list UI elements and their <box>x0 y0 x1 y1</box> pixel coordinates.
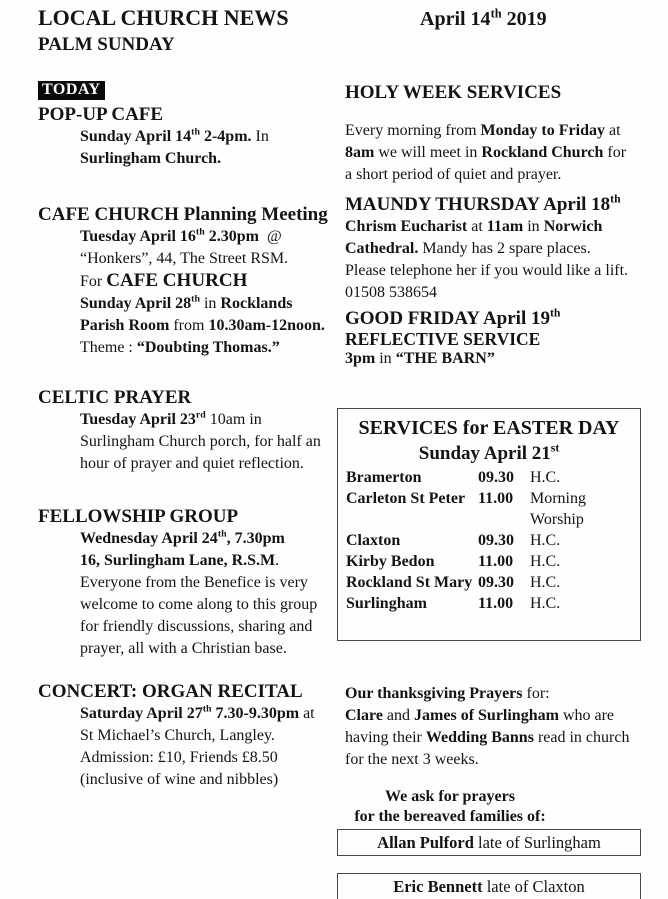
holy-week-heading: HOLY WEEK SERVICES <box>345 82 562 103</box>
section-fellowship-group <box>38 505 340 660</box>
section-maundy-thursday <box>345 193 663 304</box>
church-name: Claxton <box>346 532 401 549</box>
service-time: 11.00 <box>478 490 514 507</box>
bereaved-box-1: Allan Pulford late of Surlingham <box>337 829 641 856</box>
celtic-prayer-heading: CELTIC PRAYER <box>38 387 192 408</box>
right-column <box>345 81 663 899</box>
service-type: H.C. <box>530 469 561 486</box>
easter-box-title: SERVICES for EASTER DAY <box>358 417 620 439</box>
church-name: Bramerton <box>346 469 422 486</box>
section-good-friday <box>345 307 663 368</box>
thanksgiving-paragraph: Our thanksgiving Prayers for: Clare and James of Surlingham who are having their Wedding Banns read in church for the next 3 weeks. <box>345 685 630 768</box>
easter-services-box <box>337 408 641 641</box>
maundy-thursday-heading: MAUNDY THURSDAY April 18th <box>345 192 621 215</box>
service-time: 11.00 <box>478 595 514 612</box>
holy-week-body: Every morning from Monday to Friday at 8am we will meet in Rockland Church for a short period of quiet and prayer. <box>345 122 627 183</box>
table-row <box>346 530 632 551</box>
maundy-thursday-body: Chrism Eucharist at 11am in Norwich Cathedral. Mandy has 2 spare places. Please telephone her if you would like a lift. 01508 538654 <box>345 218 629 301</box>
service-type: H.C. <box>530 595 561 612</box>
service-time: 09.30 <box>478 574 514 591</box>
service-time: 11.00 <box>478 553 514 570</box>
cafe-church-body: Tuesday April 16th 2.30pm @ “Honkers”, 44, The Street RSM. For CAFE CHURCH Sunday April 28th in Rocklands Parish Room from 10.30am-12noon. Theme : “Doubting Thomas.” <box>80 226 325 356</box>
service-time: 09.30 <box>478 469 514 486</box>
today-badge: TODAY <box>38 81 105 100</box>
service-time: 09.30 <box>478 532 514 549</box>
concert-heading: CONCERT: ORGAN RECITAL <box>38 681 303 702</box>
prayer-request-intro <box>345 787 555 827</box>
section-popup-cafe <box>38 103 340 170</box>
easter-services-table <box>346 467 632 614</box>
concert-body: Saturday April 27th 7.30-9.30pm at St Michael’s Church, Langley. Admission: £10, Friends £8.50 (inclusive of wine and nibbles) <box>80 703 315 788</box>
left-column <box>38 81 340 791</box>
fellowship-group-body: Wednesday April 24th, 7.30pm 16, Surlingham Lane, R.S.M. Everyone from the Benefice is very welcome to come along to this group for friendly discussions, sharing and prayer, all with a Christian base. <box>80 528 318 657</box>
page-subtitle: PALM SUNDAY <box>38 34 175 55</box>
page-date: April 14th 2019 <box>420 6 547 30</box>
fellowship-group-heading: FELLOWSHIP GROUP <box>38 506 239 527</box>
prayer-request-line1: We ask for prayers <box>385 788 515 805</box>
table-row <box>346 593 632 614</box>
cafe-church-heading: CAFE CHURCH Planning Meeting <box>38 204 328 225</box>
good-friday-heading: GOOD FRIDAY April 19th <box>345 306 561 329</box>
bereaved-box-2: Eric Bennett late of Claxton <box>337 873 641 899</box>
popup-cafe-heading: POP-UP CAFE <box>38 104 164 125</box>
church-name: Carleton St Peter <box>346 490 466 507</box>
service-type: H.C. <box>530 532 561 549</box>
church-name: Surlingham <box>346 595 427 612</box>
celtic-prayer-body: Tuesday April 23rd 10am in Surlingham Church porch, for half an hour of prayer and quiet reflection. <box>80 409 321 472</box>
prayer-request-line2: for the bereaved families of: <box>354 808 546 825</box>
good-friday-time-line: 3pm in “THE BARN” <box>345 350 495 367</box>
good-friday-subheading: REFLECTIVE SERVICE <box>345 329 541 349</box>
section-cafe-church-meeting <box>38 203 340 359</box>
section-holy-week <box>345 81 663 186</box>
easter-box-subtitle: Sunday April 21st <box>418 441 560 464</box>
service-type: H.C. <box>530 574 561 591</box>
church-name: Rockland St Mary <box>346 574 473 591</box>
section-concert <box>38 680 340 791</box>
section-celtic-prayer <box>38 386 340 475</box>
table-row <box>346 467 632 488</box>
church-name: Kirby Bedon <box>346 553 435 570</box>
page-title: LOCAL CHURCH NEWS <box>38 5 289 30</box>
service-type: H.C. <box>530 553 561 570</box>
service-type: Morning Worship <box>530 490 586 528</box>
table-row <box>346 572 632 593</box>
table-row <box>346 551 632 572</box>
table-row <box>346 488 632 530</box>
popup-cafe-body: Sunday April 14th 2-4pm. In Surlingham Church. <box>80 126 269 167</box>
